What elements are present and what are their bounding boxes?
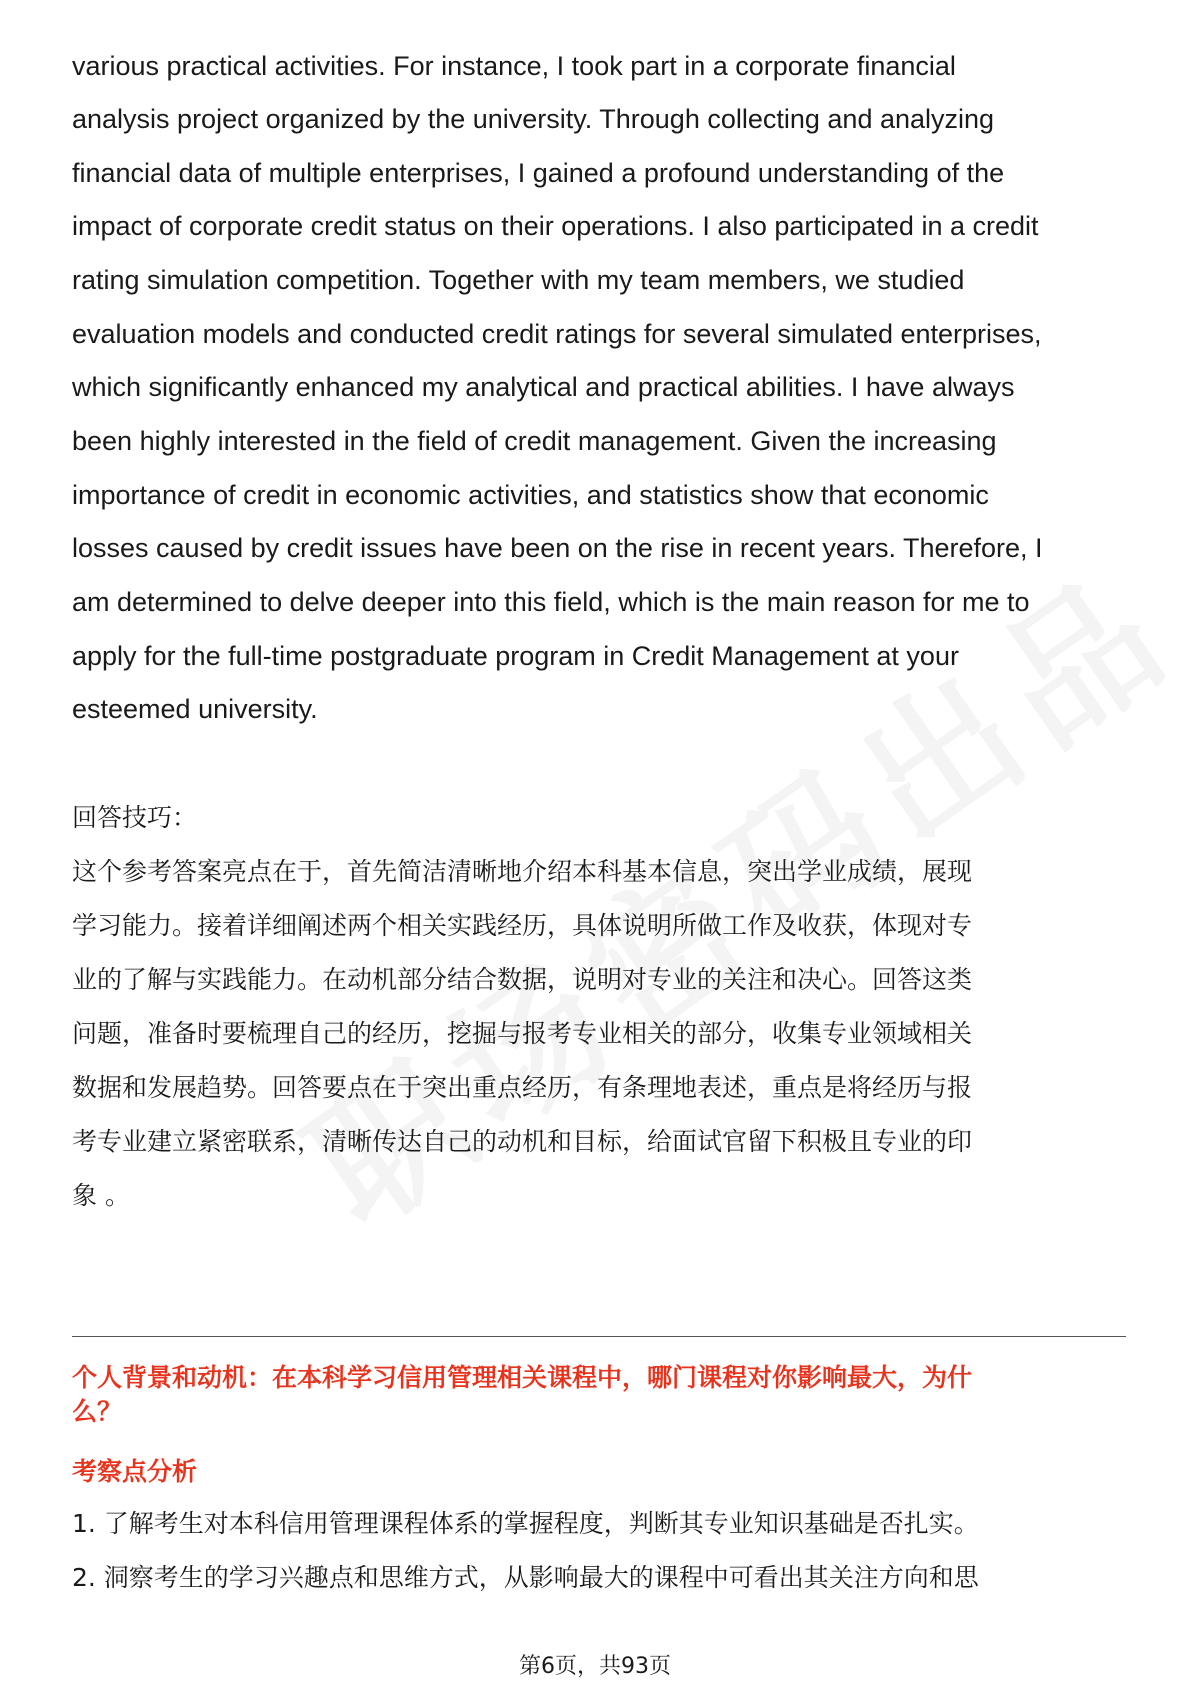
body-line: analysis project organized by the university. Through collecting and analyzing <box>72 104 995 134</box>
body-line: impact of corporate credit status on their operations. I also participated in a credit <box>72 211 1039 241</box>
body-line: rating simulation competition. Together with my team members, we studied <box>72 265 965 295</box>
body-line: esteemed university. <box>72 694 318 724</box>
tips-line: 象 。 <box>72 1181 130 1210</box>
tips-line: 问题，准备时要梳理自己的经历，挖掘与报考专业相关的部分，收集专业领域相关 <box>72 1019 973 1048</box>
analysis-item: 2. 洞察考生的学习兴趣点和思维方式，从影响最大的课程中可看出其关注方向和思 <box>72 1563 979 1592</box>
tips-line: 考专业建立紧密联系，清晰传达自己的动机和目标，给面试官留下积极且专业的印 <box>72 1127 973 1156</box>
analysis-item: 1. 了解考生对本科信用管理课程体系的掌握程度，判断其专业知识基础是否扎实。 <box>72 1509 979 1538</box>
tips-line: 数据和发展趋势。回答要点在于突出重点经历，有条理地表述，重点是将经历与报 <box>72 1073 973 1102</box>
tips-line: 这个参考答案亮点在于，首先简洁清晰地介绍本科基本信息，突出学业成绩，展现 <box>72 857 973 886</box>
tips-line: 业的了解与实践能力。在动机部分结合数据，说明对专业的关注和决心。回答这类 <box>72 965 973 994</box>
body-line: various practical activities. For instance, I took part in a corporate financial <box>72 51 956 81</box>
body-line: importance of credit in economic activities, and statistics show that economic <box>72 480 989 510</box>
watermark <box>260 630 1039 1266</box>
question-heading-line: 个人背景和动机：在本科学习信用管理相关课程中，哪门课程对你影响最大，为什 <box>72 1363 973 1392</box>
body-line: been highly interested in the field of credit management. Given the increasing <box>72 426 997 456</box>
tips-heading: 回答技巧： <box>72 803 198 832</box>
body-line: losses caused by credit issues have been on the rise in recent years. Therefore, I <box>72 533 1043 563</box>
body-line: financial data of multiple enterprises, I gained a profound understanding of the <box>72 158 1005 188</box>
analysis-heading: 考察点分析 <box>72 1457 198 1486</box>
section-divider <box>72 1336 1126 1337</box>
body-line: apply for the full-time postgraduate program in Credit Management at your <box>72 641 959 671</box>
body-line: am determined to delve deeper into this field, which is the main reason for me to <box>72 587 1030 617</box>
tips-line: 学习能力。接着详细阐述两个相关实践经历，具体说明所做工作及收获，体现对专 <box>72 911 973 940</box>
body-line: which significantly enhanced my analytical and practical abilities. I have always <box>72 372 1015 402</box>
body-line: evaluation models and conducted credit ratings for several simulated enterprises, <box>72 319 1042 349</box>
question-heading-line: 么？ <box>72 1397 123 1426</box>
page-footer: 第6页，共93页 <box>519 1654 671 1679</box>
